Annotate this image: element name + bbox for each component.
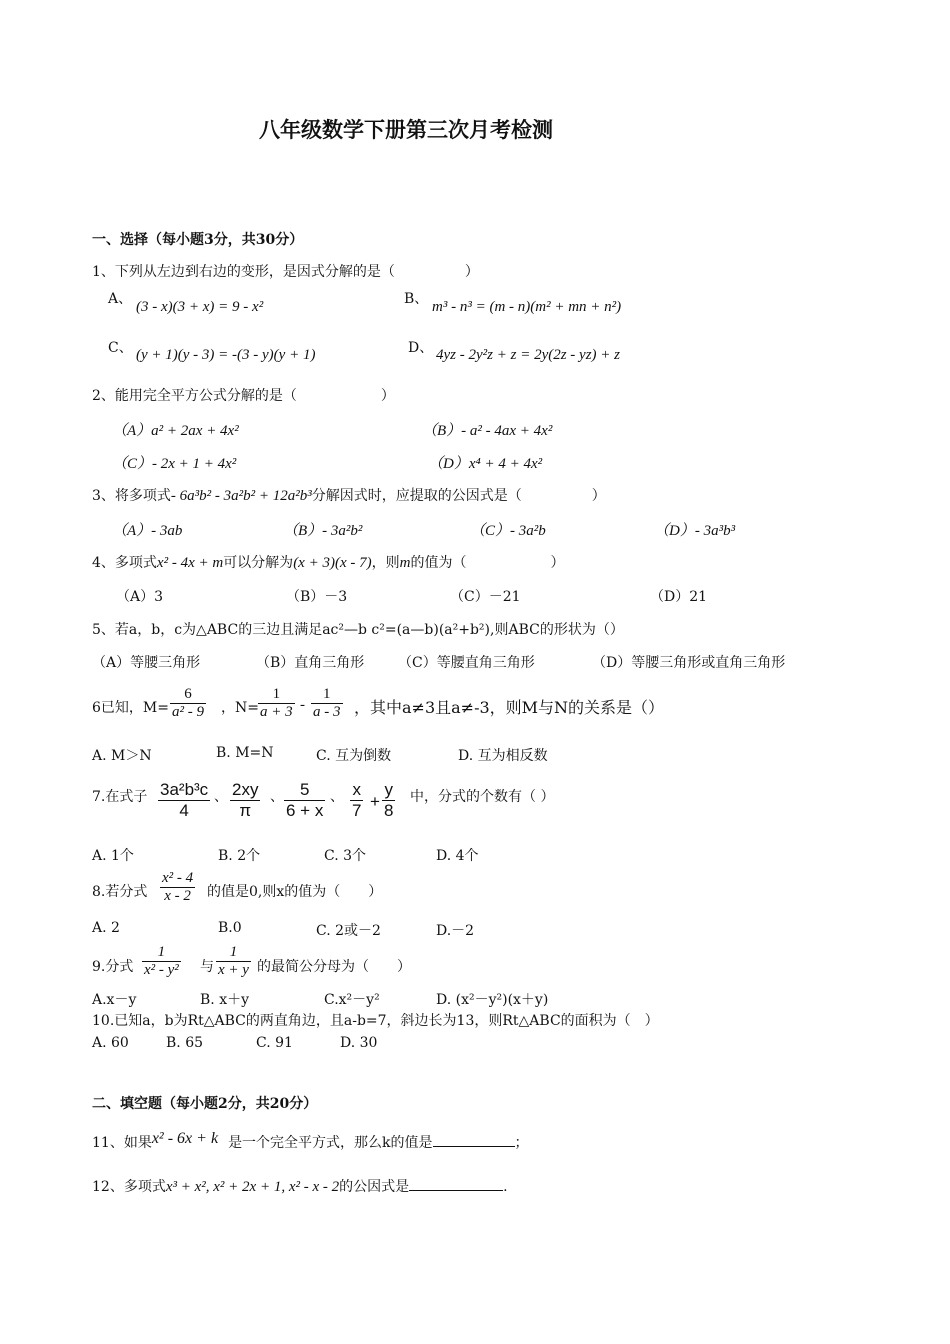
q2-option-d: （D）x⁴ + 4 + 4x²	[428, 456, 543, 472]
q11-answer-blank[interactable]	[433, 1132, 515, 1147]
q1-option-b: m³ - n³ = (m - n)(m² + mn + n²)	[432, 299, 622, 315]
q7-fraction-5	[382, 780, 395, 821]
q2-option-a: （A）a² + 2ax + 4x²	[112, 423, 239, 439]
q4-factored: (x + 3)(x - 7)	[293, 555, 372, 571]
q9-f2-denominator: x + y	[218, 962, 249, 978]
q6-n1-denominator: a + 3	[260, 704, 293, 720]
q7-f5-denominator: 8	[384, 801, 394, 820]
q7-f4-denominator: 7	[352, 801, 362, 820]
q5-option-d: （D）等腰三角形或直角三角形	[592, 655, 786, 671]
q3-option-d: （D）- 3a³b³	[654, 523, 736, 539]
page-title: 八年级数学下册第三次月考检测	[259, 118, 553, 142]
q7-text-post: 中，分式的个数有（ ）	[410, 789, 555, 805]
q2-option-b: （B）- a² - 4ax + 4x²	[422, 423, 553, 439]
q1-option-b-label: B、	[404, 291, 429, 307]
q7-fraction-3	[284, 780, 325, 821]
q12-answer-blank[interactable]	[409, 1176, 503, 1191]
q8-numerator: x² - 4	[162, 870, 194, 886]
q1-option-a: (3 - x)(3 + x) = 9 - x²	[136, 299, 264, 315]
q3-option-b: （B）- 3a²b²	[283, 523, 363, 539]
q11-text-pre: 11、如果	[92, 1135, 152, 1151]
question-4-stem	[92, 552, 564, 572]
q4-option-c: （C）－21	[450, 589, 521, 605]
q8-text-post: 的值是0,则x的值为（ ）	[207, 884, 383, 900]
q1-option-c: (y + 1)(y - 3) = -(3 - y)(y + 1)	[136, 347, 316, 363]
question-11-stem	[92, 1132, 529, 1152]
q6-option-b: B. M=N	[216, 745, 274, 761]
q7-f5-numerator: y	[384, 780, 393, 799]
q1-option-d-label: D、	[408, 340, 434, 356]
q12-text-end: .	[503, 1179, 508, 1195]
q7-f2-denominator: π	[230, 800, 260, 821]
q9-text-pre: 9.分式	[92, 959, 134, 975]
q5-option-b: （B）直角三角形	[256, 655, 365, 671]
question-2-stem: 2、能用完全平方公式分解的是（ ）	[92, 388, 395, 404]
q6-m-numerator: 6	[184, 686, 192, 702]
q8-text-pre: 8.若分式	[92, 884, 148, 900]
q10-option-a: A. 60	[92, 1035, 129, 1051]
q6-n1-numerator: 1	[272, 686, 281, 702]
q6-text-pre: 6已知，M=	[92, 700, 169, 716]
q8-option-d: D.－2	[436, 923, 475, 939]
q6-option-c: C. 互为倒数	[316, 748, 392, 764]
q4-text-mid: 可以分解为	[223, 555, 294, 571]
q6-option-d: D. 互为相反数	[458, 748, 548, 764]
q7-separator-1: 、	[214, 789, 228, 805]
q7-f3-denominator: 6 + x	[286, 801, 324, 820]
q6-fraction-n2	[311, 686, 343, 721]
q4-text-post: 的值为（ ）	[410, 555, 565, 571]
q7-text-pre: 7.在式子	[92, 789, 148, 805]
q5-option-c: （C）等腰直角三角形	[398, 655, 535, 671]
q11-text-post: 是一个完全平方式，那么k的值是	[228, 1135, 433, 1151]
q9-f2-numerator: 1	[229, 944, 238, 960]
question-3-stem	[92, 485, 606, 505]
q7-option-c: C. 3个	[324, 848, 367, 864]
q3-text-pre: 3、将多项式	[92, 488, 171, 504]
q1-option-c-label: C、	[108, 340, 133, 356]
q8-option-b: B.0	[218, 920, 242, 936]
q12-text-post: 的公因式是	[339, 1179, 410, 1195]
q3-expression: - 6a³b² - 3a²b² + 12a²b³	[170, 488, 312, 504]
q9-f1-denominator: x² - y²	[144, 962, 179, 978]
q6-text-post: ，其中a≠3且a≠-3，则M与N的关系是（）	[354, 698, 665, 717]
q4-variable: m	[399, 555, 411, 571]
q4-text-mid2: ，则	[371, 555, 400, 571]
q9-option-a: A.x－y	[92, 992, 137, 1008]
q7-f2-numerator: 2xy	[232, 780, 259, 799]
section-heading-fill-in: 二、填空题（每小题2分，共20分）	[92, 1096, 318, 1112]
q6-n2-denominator: a - 3	[313, 704, 341, 720]
q9-option-c: C.x²－y²	[324, 992, 380, 1008]
q12-text-pre: 12、多项式	[92, 1179, 166, 1195]
q3-option-a: （A）- 3ab	[112, 523, 183, 539]
q10-option-d: D. 30	[340, 1035, 378, 1051]
q7-fraction-4	[350, 780, 363, 821]
q3-option-c: （C）- 3a²b	[470, 523, 546, 539]
q4-expression: x² - 4x + m	[156, 555, 224, 571]
q7-f3-numerator: 5	[299, 780, 310, 799]
q7-option-a: A. 1个	[92, 848, 134, 864]
q9-text-post: 的最简公分母为（ ）	[257, 959, 411, 975]
q7-plus: +	[370, 792, 380, 811]
question-5-stem: 5、若a，b，c为△ABC的三边且满足ac²—b c²=(a—b)(a²+b²),则ABC的形状为（）	[92, 622, 624, 638]
q6-fraction-n1	[258, 686, 295, 721]
q6-n2-numerator: 1	[323, 686, 331, 702]
q11-expression: x² - 6x + k	[151, 1130, 219, 1147]
q7-separator-3: 、	[330, 789, 344, 805]
q4-option-a: （A）3	[116, 589, 164, 605]
q12-expression: x³ + x², x² + 2x + 1, x² - x - 2	[165, 1179, 340, 1195]
q8-option-c: C. 2或－2	[316, 923, 381, 939]
q6-m-denominator: a² - 9	[172, 704, 204, 720]
q4-text-pre: 4、多项式	[92, 555, 157, 571]
q9-option-b: B. x＋y	[200, 992, 249, 1008]
q6-fraction-m	[170, 686, 206, 721]
q9-option-d: D. (x²－y²)(x＋y)	[436, 992, 549, 1008]
question-10-stem: 10.已知a，b为Rt△ABC的两直角边，且a-b=7，斜边长为13，则Rt△ABC的面积为（ ）	[92, 1013, 659, 1029]
q9-text-mid: 与	[200, 959, 214, 975]
q8-option-a: A. 2	[92, 920, 120, 936]
q6-minus: -	[300, 697, 305, 713]
q4-option-d: （D）21	[650, 589, 708, 605]
q7-separator-2: 、	[270, 789, 284, 805]
q2-option-c: （C）- 2x + 1 + 4x²	[112, 456, 237, 472]
q6-text-mid: ，N=	[221, 700, 259, 716]
q7-option-b: B. 2个	[218, 848, 261, 864]
q8-denominator: x - 2	[160, 887, 195, 905]
question-1-stem: 1、下列从左边到右边的变形，是因式分解的是（ ）	[92, 264, 479, 280]
q9-fraction-2	[216, 944, 251, 979]
q7-f4-numerator: x	[352, 780, 361, 799]
q8-fraction	[160, 870, 195, 905]
q4-option-b: （B）－3	[286, 589, 348, 605]
section-heading-choice: 一、选择（每小题3分，共30分）	[92, 232, 304, 248]
q9-f1-numerator: 1	[157, 944, 166, 960]
q7-fraction-1	[158, 780, 210, 821]
question-12-stem	[92, 1176, 508, 1196]
q10-option-c: C. 91	[256, 1035, 293, 1051]
q1-option-a-label: A、	[108, 291, 133, 307]
q9-fraction-1	[142, 944, 181, 979]
q6-option-a: A. M＞N	[92, 748, 152, 764]
q10-option-b: B. 65	[166, 1035, 204, 1051]
q7-f1-denominator: 4	[158, 800, 210, 821]
q7-option-d: D. 4个	[436, 848, 479, 864]
q7-fraction-2	[230, 780, 260, 821]
q5-option-a: （A）等腰三角形	[92, 655, 201, 671]
q11-text-end: ；	[514, 1135, 529, 1151]
q7-f1-numerator: 3a²b³c	[160, 780, 209, 799]
q3-text-post: 分解因式时，应提取的公因式是（ ）	[311, 488, 606, 504]
q1-option-d: 4yz - 2y²z + z = 2y(2z - yz) + z	[436, 347, 620, 363]
